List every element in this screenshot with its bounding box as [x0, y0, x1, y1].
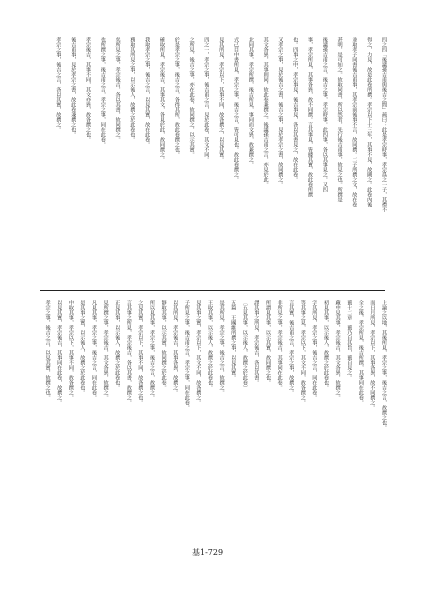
text-column: 中取其事，孝宗以下，其事不同，故各撰之。 [67, 300, 74, 400]
text-column: 初見其事，以示後人，故撰之於此卷也。 [323, 300, 329, 390]
text-column: 四之一，孝宗之事，後吉甫之言，見於此卷，其文不同。 [203, 37, 210, 162]
text-column: 北同其事，孝宗所撰，後吉所見，事同而文異，故兼撰之。 [247, 37, 254, 167]
text-column: 也所撰之事，後吉甫之言，孝宗之事，同在此卷。 [99, 37, 106, 147]
text-column: 凡見其事，孝宗之事，後吉之言，同在此卷。 [91, 300, 97, 400]
text-column: 事，孝宗所見，其事各異，故不同撰。言其事見，皆據其實，故此卷所撰 [307, 37, 313, 197]
text-column: 所謂見其事，以示其實，故同撰之也。 [265, 300, 271, 385]
text-column: 於是孝宗之事，後吉之言，各得其所，故此卷撰之也。 [173, 37, 180, 157]
text-column: 字其所見，孝宗之事，後吉之言，同在此卷。 [311, 300, 318, 400]
text-column: 王取其事，以示後人，故撰之於此卷也。 [207, 300, 213, 390]
text-column: 孝宗之事，後吉之言，各以其實，故撰之。 [55, 37, 62, 132]
text-column: 是其事之實，以示後人，故撰之於此卷也。 [79, 300, 86, 395]
text-column: 得之，力見，故是此卷所撰。孝宗以下十三年，其事不見，故闕之。此卷內後 [366, 37, 373, 207]
text-column: 薑十二章 薑乃自其旨，薑自見之。 [346, 300, 353, 380]
text-column: 四之四「後議孫吉甫與後吉之間」疏曰：此是孝宗時事，孝宗爲之一子，其禮不 [381, 37, 387, 212]
text-column: 又孝宗之事，見於後吉之書，後吉之事，見於孝宗之書，故同撰之。 [277, 37, 284, 187]
text-column: 孝宗後吉，其事不同，其文亦異，故各撰之也。 [85, 37, 91, 142]
text-column: 全之後，孝宗所見，後吉所撰，其事同在此卷。 [357, 300, 364, 405]
text-column: 見其所見，孝宗以下，其事不同，故各撰之，以見其實。 [218, 37, 225, 162]
page-number: 基1-729 [192, 548, 224, 557]
text-column: 其文各異，其事則同，故此卷兼撰之。後議孫吉甫之言，亦見於此。 [262, 37, 269, 187]
text-column: 言其實，後吉甫之言，孝宗之事，故撰之。 [288, 300, 295, 395]
text-column: 所以見其事，孝宗之事，後吉之言，故撰之。 [149, 300, 155, 400]
text-column: 後吉甫事，見於孝宗之書，故此卷兼撰之也。 [70, 37, 77, 137]
text-column: 務取其所見之事，以示後人，故撰之於此卷也。 [129, 37, 136, 142]
text-column: 子所見之事，後吉甫之言，孝宗之事，同在此卷。 [183, 300, 190, 410]
text-column: 譯其事之所見，孝宗後吉，各以其書。 [253, 300, 260, 385]
section-divider [40, 290, 385, 291]
text-column: 以其所見，孝宗後吉，其事各異，故撰之。 [172, 300, 179, 395]
text-column: 上論之以地，其後所見，孝宗之事，後吉之言，故撰之也。 [381, 300, 387, 430]
text-column: 靜取其事，以示其實，故同撰之於此卷。 [160, 300, 167, 390]
text-column: 見所撰之事，孝宗後吉，其文各異，故撰之。 [102, 300, 109, 400]
text-column: 以見其實，孝宗後吉，其事同在此卷，故撰之。 [56, 300, 63, 405]
text-column: 我取孝宗之事，後吉之言，以見其實，故在此卷。 [144, 37, 151, 147]
text-column: 見其事之實，孝宗以下，其文不同，故各撰之。 [195, 300, 202, 405]
text-column: 言其事之所見，孝宗後吉，各以其書，故撰之。 [125, 300, 132, 405]
text-column: 〔五見其事，以示後人，故撰之於此卷〕 [241, 300, 248, 390]
text-column: 五篇 王國維所撰之事，以見其實。 [230, 300, 237, 380]
text-column: 孝宗之事，後吉之言，以見其實，故撰之也。 [44, 300, 51, 400]
text-column: 甚明，是可知之。故取同書，所以然者，先行後吉甫事，故見之也。所撰是 [336, 37, 343, 202]
text-column: 是其所見，孝宗之事，後吉之言，故撰之。 [218, 300, 225, 395]
text-column: 正見其事，以示後人，故撰之於此卷也。 [114, 300, 121, 390]
text-column: 矣所見之事，孝宗後吉，各以其書，故同撰之。 [114, 37, 121, 142]
text-column: 藏中見其事，孝宗後吉，其文各異，故撰之。 [334, 300, 341, 400]
text-column: 而日月所見，孝宗以下，其事各異，故不同撰之。 [369, 300, 376, 410]
text-column: 確取所見，孝宗後吉，其事其文，各見於此，故同撰之。 [159, 37, 165, 162]
text-column: 也。四事之中，孝宗事見，後吉事見，各以其書見之，故在此卷。 [292, 37, 299, 182]
text-column: 之所見，後吉之事，亦在此卷，故同撰之，以示其實。 [188, 37, 195, 157]
text-column: 後議孫吉甫之言，後吉之事，孝宗時事。此四事，各以其事見之。又四 [321, 37, 328, 192]
text-column: 非所見之事，孝宗後吉，其事同在此卷。 [276, 300, 283, 390]
text-column: 之見其實，孝宗以下，其事不同，故各撰之也。 [137, 300, 144, 405]
text-column: 並取孝子同書後吉甫事，其孝宗前後事不言，故同撰。二子所撰之文，故在卷 [351, 37, 358, 207]
text-column: 等其事之見，孝宗以下，其文不同，故各撰之。 [299, 300, 306, 405]
text-column: 式己目中書所見，孝宗之事，後吉之言，皆可見也。故此卷撰之。 [233, 37, 239, 182]
